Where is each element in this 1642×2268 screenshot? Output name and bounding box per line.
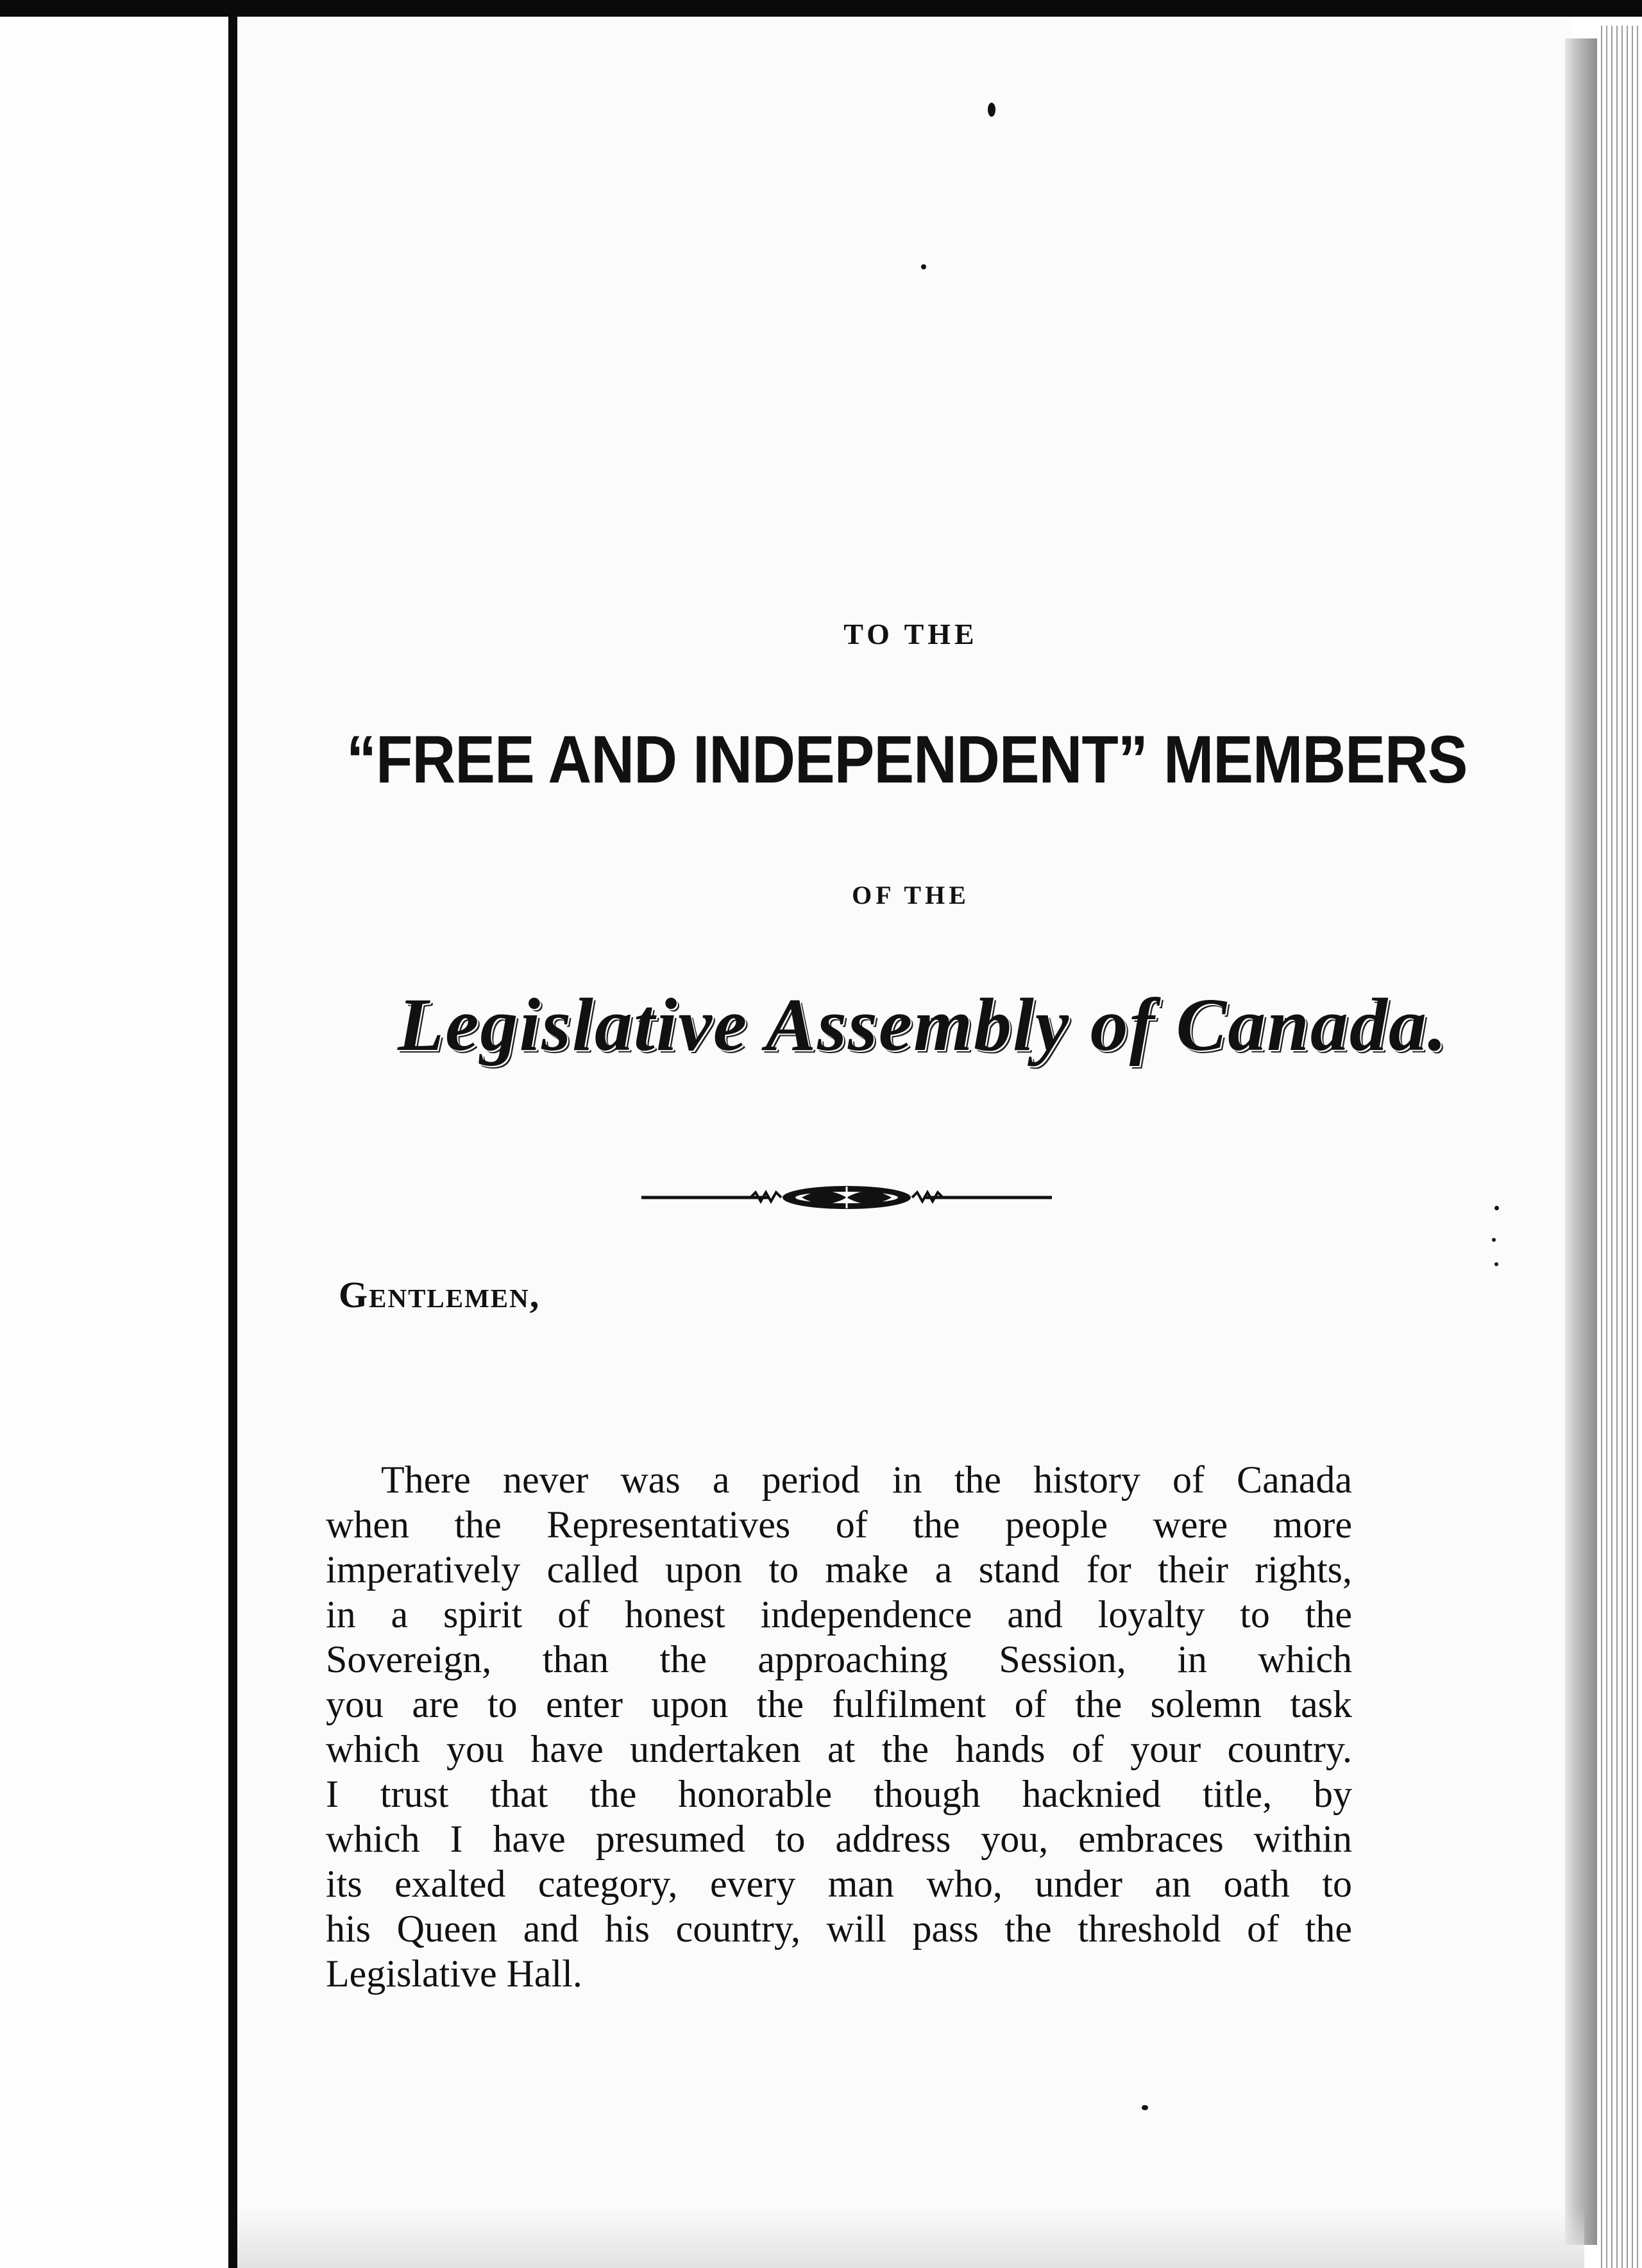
body-line: its exalted category, every man who, under an oath to <box>326 1863 1352 1905</box>
body-line: Legislative Hall. <box>326 1952 582 1995</box>
page-edge-shadow <box>1565 38 1597 2245</box>
body-line: Sovereign, than the approaching Session, in which <box>326 1638 1352 1680</box>
body-line: when the Representatives of the people were more <box>326 1503 1352 1546</box>
body-line: imperatively called upon to make a stand for their rights, <box>326 1548 1352 1591</box>
body-paragraph <box>326 1457 1352 1996</box>
salutation: Gentlemen, <box>339 1274 541 1316</box>
body-line: I trust that the honorable though hacknied title, by <box>326 1773 1352 1815</box>
heading-to-the: TO THE <box>843 618 978 650</box>
heading-headline: “FREE AND INDEPENDENT” MEMBERS <box>346 721 1468 797</box>
heading-assembly: Legislative Assembly of Canada. <box>398 983 1448 1067</box>
page-stack-edges <box>1597 26 1642 2268</box>
facing-page <box>0 17 230 2268</box>
body-line: his Queen and his country, will pass the threshold of the <box>326 1908 1352 1950</box>
body-line: which you have undertaken at the hands of your country. <box>326 1728 1352 1770</box>
body-line: in a spirit of honest independence and loyalty to the <box>326 1593 1352 1636</box>
body-line: which I have presumed to address you, embraces within <box>326 1818 1352 1860</box>
ornamental-divider <box>641 1181 1052 1214</box>
page-bottom-shadow <box>237 2206 1584 2268</box>
body-line: you are to enter upon the fulfilment of the solemn task <box>326 1683 1352 1725</box>
body-line: There never was a period in the history of Canada <box>381 1459 1352 1501</box>
book-spine <box>228 17 237 2268</box>
scan-top-border <box>0 0 1642 17</box>
heading-of-the: OF THE <box>852 881 970 910</box>
